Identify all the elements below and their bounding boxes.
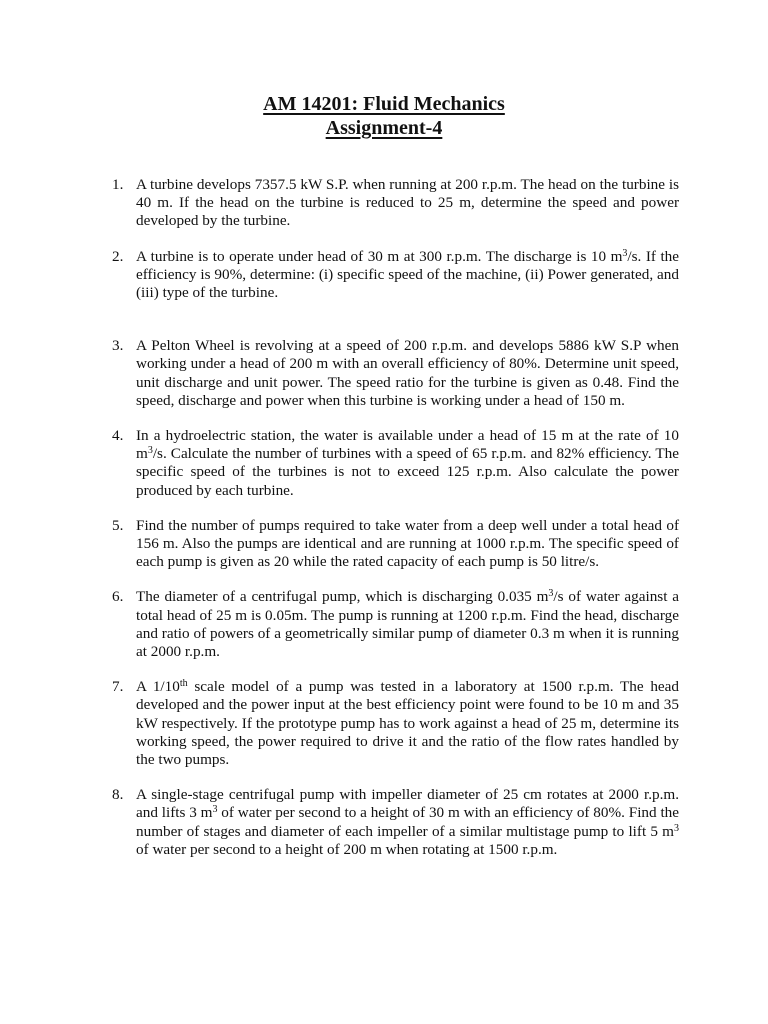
superscript: 3 bbox=[548, 588, 554, 600]
superscript: 3 bbox=[212, 804, 218, 816]
superscript: 3 bbox=[147, 445, 153, 457]
question-6 bbox=[112, 588, 679, 661]
superscript: 3 bbox=[622, 247, 628, 259]
superscript: th bbox=[179, 678, 188, 690]
question-number: 2. bbox=[112, 247, 124, 265]
question-text: In a hydroelectric station, the water is available under a head of 15 m at the rate of 10 $m^3/s$. Calculate the number of turbines with a speed of 65 r.p.m. and 82% efficiency. The specific speed of the turbines is not to exceed 125 r.p.m. Also calculate the power produced by each turbine. bbox=[136, 427, 679, 499]
question-text: A turbine develops 7357.5 kW S.P. when running at 200 r.p.m. The head on the turbine is 40 m. If the head on the turbine is reduced to 25 m, determine the speed and power developed by the turbine. bbox=[136, 176, 679, 230]
question-text: Find the number of pumps required to take water from a deep well under a total head of 156 m. Also the pumps are identical and are running at 1000 r.p.m. The specific speed of each pump is given as 20 while the rated capacity of each pump is 50 litre/s. bbox=[136, 516, 679, 571]
question-8 bbox=[112, 786, 679, 859]
question-text: A 1/10th scale model of a pump was tested in a laboratory at 1500 r.p.m. The head developed and the power input at the best efficiency point were found to be 10 m and 35 kW respectively. If the prototype pump has to work against a head of 25 m, determine its working speed, the power required to drive it and the ratio of the flow rates handled by the two pumps. bbox=[136, 678, 679, 769]
question-list bbox=[112, 176, 679, 876]
question-text: A single-stage centrifugal pump with impeller diameter of 25 cm rotates at 2000 r.p.m. and lifts 3 $m^3$ of water per second to a height of 30 m with an efficiency of 80%. Find the number of stages and diameter of each impeller of a similar multistage pump to lift 5 $m^3$ of water per second to a height of 200 m when rotating at 1500 r.p.m. bbox=[136, 786, 679, 858]
question-2 bbox=[112, 248, 679, 303]
question-number: 8. bbox=[112, 786, 124, 804]
assignment-title: Assignment-4 bbox=[325, 117, 443, 139]
question-4 bbox=[112, 427, 679, 500]
document-header bbox=[0, 92, 768, 140]
question-3 bbox=[112, 337, 679, 410]
superscript: 3 bbox=[674, 822, 679, 834]
question-text: A Pelton Wheel is revolving at a speed of 200 r.p.m. and develops 5886 kW S.P when working under a head of 200 m with an overall efficiency of 80%. Determine unit speed, unit discharge and unit power. The speed ratio for the turbine is given as 0.48. Find the speed, discharge and power when this turbine is working under a head of 150 m. bbox=[136, 337, 679, 409]
question-text: A turbine is to operate under head of 30 m at 300 r.p.m. The discharge is 10 $m^3/s$. If the efficiency is 90%, determine: (i) specific speed of the machine, (ii) Power generated, and (iii) type of the turbine. bbox=[136, 247, 679, 302]
question-7 bbox=[112, 678, 679, 769]
question-5 bbox=[112, 517, 679, 572]
question-number: 5. bbox=[112, 516, 124, 534]
course-title: AM 14201: Fluid Mechanics bbox=[263, 93, 505, 115]
question-1 bbox=[112, 176, 679, 231]
question-number: 7. bbox=[112, 678, 124, 696]
question-text: The diameter of a centrifugal pump, which is discharging 0.035 $m^3/s$ of water against a total head of 25 m is 0.05m. The pump is running at 1200 r.p.m. Find the head, discharge and ratio of powers of a geometrically similar pump of diameter 0.3 m when it is running at 2000 r.p.m. bbox=[136, 588, 679, 661]
question-number: 4. bbox=[112, 427, 124, 445]
question-number: 6. bbox=[112, 588, 124, 606]
question-number: 1. bbox=[112, 176, 124, 193]
question-number: 3. bbox=[112, 337, 124, 355]
